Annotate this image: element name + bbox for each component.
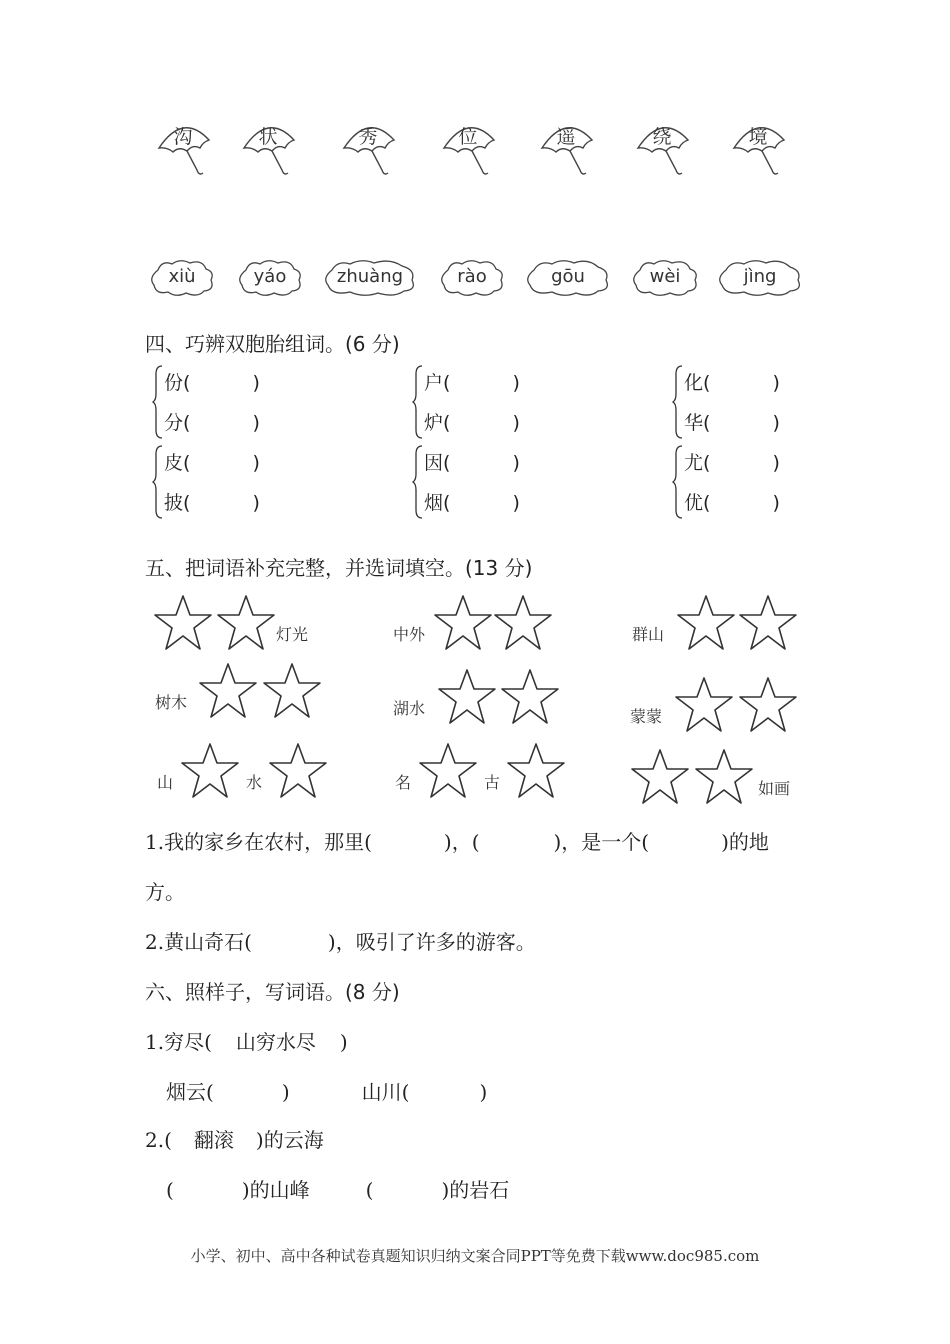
star-blank-icon[interactable] [630, 748, 690, 806]
star-blank-icon[interactable] [418, 742, 478, 800]
umbrella-char-6 [634, 118, 696, 180]
pinyin-text: gōu [551, 266, 585, 287]
pair-row: 华( ) [684, 412, 780, 434]
question-1 [145, 826, 769, 855]
ex-text: ) [339, 1030, 348, 1054]
pair-char: 因 [424, 452, 444, 474]
pair-row: 烟( ) [424, 492, 520, 514]
idiom-word: 群山 [632, 625, 665, 644]
question-2 [145, 926, 536, 955]
twin-pair-4 [152, 442, 302, 522]
pair-char: 份 [164, 372, 184, 394]
pair-row: 尤( ) [684, 452, 780, 474]
q1-text: )，( [443, 830, 480, 854]
pinyin-text: wèi [649, 266, 681, 287]
twin-pair-1 [152, 362, 302, 442]
twin-pair-5 [412, 442, 562, 522]
pair-char: 尤 [684, 452, 704, 474]
cloud-pinyin-6 [630, 258, 700, 298]
idiom-word: 蒙蒙 [630, 707, 663, 726]
brace-icon [672, 442, 684, 522]
ex-text: ) [281, 1080, 290, 1104]
umbrella-character: 遥 [556, 126, 576, 148]
pinyin-text: jìng [743, 266, 777, 287]
star-blank-icon[interactable] [738, 676, 798, 734]
ex-text: ) [479, 1080, 488, 1104]
ex-answer: 翻滚 [193, 1128, 234, 1152]
pinyin-text: zhuàng [336, 266, 404, 287]
umbrella-char-4 [440, 118, 502, 180]
star-blank-icon[interactable] [153, 594, 213, 652]
ex-text: ( [365, 1178, 374, 1202]
q1-text: )，是一个( [553, 830, 650, 854]
pair-row: 皮( ) [164, 452, 260, 474]
idiom-word: 山 [157, 773, 174, 792]
umbrella-character: 状 [258, 126, 278, 148]
star-blank-icon[interactable] [694, 748, 754, 806]
star-blank-icon[interactable] [738, 594, 798, 652]
pair-row: 化( ) [684, 372, 780, 394]
ex-text: )的云海 [255, 1128, 324, 1152]
section6-title: 六、照样子，写词语。(8 分) [145, 980, 400, 1004]
cloud-pinyin-5 [524, 258, 612, 298]
star-blank-icon[interactable] [674, 676, 734, 734]
pair-char: 优 [684, 492, 704, 514]
q2-text: )，吸引了许多的游客。 [327, 930, 536, 954]
pair-char: 户 [424, 372, 444, 394]
cloud-pinyin-4 [438, 258, 506, 298]
ex-text: )的岩石 [441, 1178, 510, 1202]
star-blank-icon[interactable] [198, 662, 258, 720]
star-blank-icon[interactable] [676, 594, 736, 652]
pair-char: 披 [164, 492, 184, 514]
example-1-tasks [166, 1076, 487, 1105]
umbrella-char-1 [155, 118, 217, 180]
section5-title: 五、把词语补充完整，并选词填空。(13 分) [145, 556, 533, 580]
twin-pair-3 [672, 362, 822, 442]
brace-icon [412, 362, 424, 442]
ex-answer: 山穷水尽 [235, 1030, 316, 1054]
ex-text: 山川( [361, 1080, 410, 1104]
umbrella-character: 位 [458, 126, 478, 148]
brace-icon [152, 442, 164, 522]
q1-text: )的地 [721, 830, 769, 854]
cloud-pinyin-7 [716, 258, 804, 298]
question-1-cont: 方。 [145, 880, 185, 904]
pair-row: 因( ) [424, 452, 520, 474]
ex-text: 2.( [145, 1128, 172, 1152]
pair-row: 份( ) [164, 372, 260, 394]
pair-char: 烟 [424, 492, 444, 514]
pair-row: 户( ) [424, 372, 520, 394]
star-blank-icon[interactable] [433, 594, 493, 652]
example-2-tasks [166, 1174, 509, 1203]
cloud-pinyin-3 [322, 258, 418, 298]
pair-row: 披( ) [164, 492, 260, 514]
brace-icon [152, 362, 164, 442]
umbrella-char-2 [240, 118, 302, 180]
idiom-word: 水 [246, 773, 263, 792]
star-blank-icon[interactable] [506, 742, 566, 800]
ex-text: ( [166, 1178, 174, 1202]
pair-row: 炉( ) [424, 412, 520, 434]
umbrella-character: 秀 [358, 126, 378, 148]
pinyin-text: rào [457, 266, 487, 287]
star-blank-icon[interactable] [180, 742, 240, 800]
ex-text: 烟云( [166, 1080, 214, 1104]
star-blank-icon[interactable] [268, 742, 328, 800]
twin-pair-6 [672, 442, 822, 522]
idiom-word: 名 [395, 773, 412, 792]
cloud-pinyin-1 [148, 258, 216, 298]
twin-pair-2 [412, 362, 562, 442]
umbrella-char-5 [538, 118, 600, 180]
q1-text: 1.我的家乡在农村，那里( [145, 830, 372, 854]
umbrella-character: 境 [748, 126, 768, 148]
example-1 [145, 1026, 348, 1055]
pair-char: 分 [164, 412, 184, 434]
star-blank-icon[interactable] [437, 668, 497, 726]
ex-text: 1.穷尽( [145, 1030, 212, 1054]
idiom-word: 中外 [393, 625, 426, 644]
pair-char: 化 [684, 372, 704, 394]
idiom-word: 灯光 [276, 625, 309, 644]
umbrella-character: 绕 [652, 126, 672, 148]
page-footer: 小学、初中、高中各种试卷真题知识归纳文案合同PPT等免费下载www.doc985.com [190, 1247, 760, 1265]
pair-char: 华 [684, 412, 704, 434]
section4-title: 四、巧辨双胞胎组词。(6 分) [145, 332, 400, 356]
idiom-word: 如画 [758, 779, 791, 798]
umbrella-character: 沟 [173, 126, 193, 148]
pair-char: 皮 [164, 452, 184, 474]
star-blank-icon[interactable] [500, 668, 560, 726]
star-blank-icon[interactable] [262, 662, 322, 720]
pair-row: 分( ) [164, 412, 260, 434]
q2-text: 2.黄山奇石( [145, 930, 252, 954]
cloud-pinyin-2 [236, 258, 304, 298]
umbrella-char-7 [730, 118, 792, 180]
star-blank-icon[interactable] [216, 594, 276, 652]
idiom-word: 古 [484, 773, 501, 792]
umbrella-char-3 [340, 118, 402, 180]
pinyin-text: xiù [168, 266, 196, 287]
example-2 [145, 1124, 324, 1153]
pair-row: 优( ) [684, 492, 780, 514]
idiom-word: 湖水 [393, 699, 426, 718]
pinyin-text: yáo [253, 266, 287, 287]
brace-icon [412, 442, 424, 522]
pair-char: 炉 [424, 412, 444, 434]
ex-text: )的山峰 [241, 1178, 310, 1202]
idiom-word: 树木 [155, 693, 188, 712]
brace-icon [672, 362, 684, 442]
star-blank-icon[interactable] [493, 594, 553, 652]
